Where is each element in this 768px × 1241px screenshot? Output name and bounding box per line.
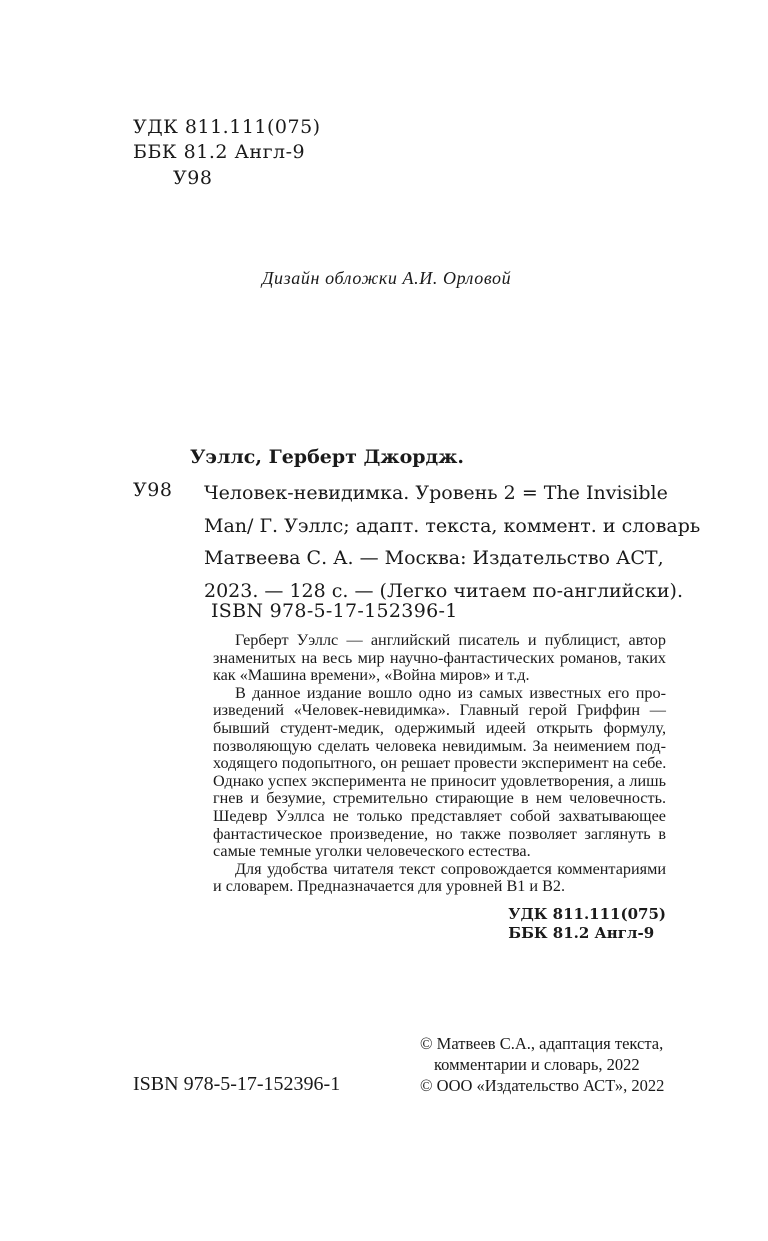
annotation-line: Герберт Уэллс — английский писатель и публицист, автор: [235, 631, 666, 649]
annotation-classification: [508, 905, 666, 943]
udk-code: УДК 811.111(075): [508, 905, 666, 923]
copyright-line: комментарии и словарь, 2022: [434, 1055, 640, 1074]
author-name: Уэллс, Герберт Джордж.: [190, 446, 465, 468]
cover-credit: Дизайн обложки А.И. Орловой: [262, 268, 512, 288]
annotation-line: В данное издание вошло одно из самых известных его про-: [235, 683, 666, 702]
record-line: 2023. — 128 с. — (Легко читаем по-английски).: [204, 579, 683, 602]
annotation-line: как «Машина времени», «Война миров» и т.д.: [213, 666, 530, 685]
copyright-block: [420, 1033, 664, 1096]
author-mark: У98: [173, 167, 213, 189]
annotation-line: Для удобства читателя текст сопровождается комментариями: [235, 859, 666, 878]
annotation-line: и словарем. Предназначается для уровней B1 и B2.: [213, 877, 566, 896]
annotation-line: знаменитых на весь мир научно-фантастических романов, таких: [213, 648, 666, 667]
copyright-line: © Матвеев С.А., адаптация текста,: [420, 1034, 664, 1053]
annotation-line: фантастическое произведение, но также позволяет заглянуть в: [213, 824, 666, 843]
annotation: [213, 632, 666, 896]
annotation-line: изведений «Человек-невидимка». Главный герой Гриффин —: [213, 701, 666, 720]
copyright-line: © ООО «Издательство АСТ», 2022: [420, 1076, 665, 1095]
bbk-code: ББК 81.2 Англ-9: [508, 924, 655, 942]
annotation-line: позволяющую сделать человека невидимым. За неимением под-: [213, 736, 666, 755]
isbn-bottom: ISBN 978-5-17-152396-1: [133, 1073, 341, 1095]
udk-code: УДК 811.111(075): [133, 116, 321, 138]
author-code: У98: [133, 479, 173, 501]
record-line: Человек-невидимка. Уровень 2 = The Invisible: [204, 482, 668, 504]
annotation-line: самые темные уголки человеческого естества.: [213, 842, 531, 861]
annotation-line: ходящего подопытного, он решает провести эксперимент на себе.: [213, 754, 667, 773]
annotation-line: гнев и безумие, стремительно стирающие в нем человечность.: [213, 789, 666, 808]
isbn: ISBN 978-5-17-152396-1: [211, 600, 458, 622]
annotation-line: Шедевр Уэллса не только представляет собой захватывающее: [213, 806, 666, 825]
annotation-line: бывший студент-медик, одержимый идеей открыть формулу,: [213, 718, 666, 737]
bbk-code: ББК 81.2 Англ-9: [133, 141, 306, 163]
annotation-line: Однако успех эксперимента не приносит удовлетворения, а лишь: [213, 771, 666, 790]
record-line: Матвеева С. А. — Москва: Издательство АСТ,: [204, 547, 664, 569]
record-line: Man/ Г. Уэллс; адапт. текста, коммент. и словарь: [204, 514, 701, 537]
bibliographic-record: [204, 477, 701, 607]
